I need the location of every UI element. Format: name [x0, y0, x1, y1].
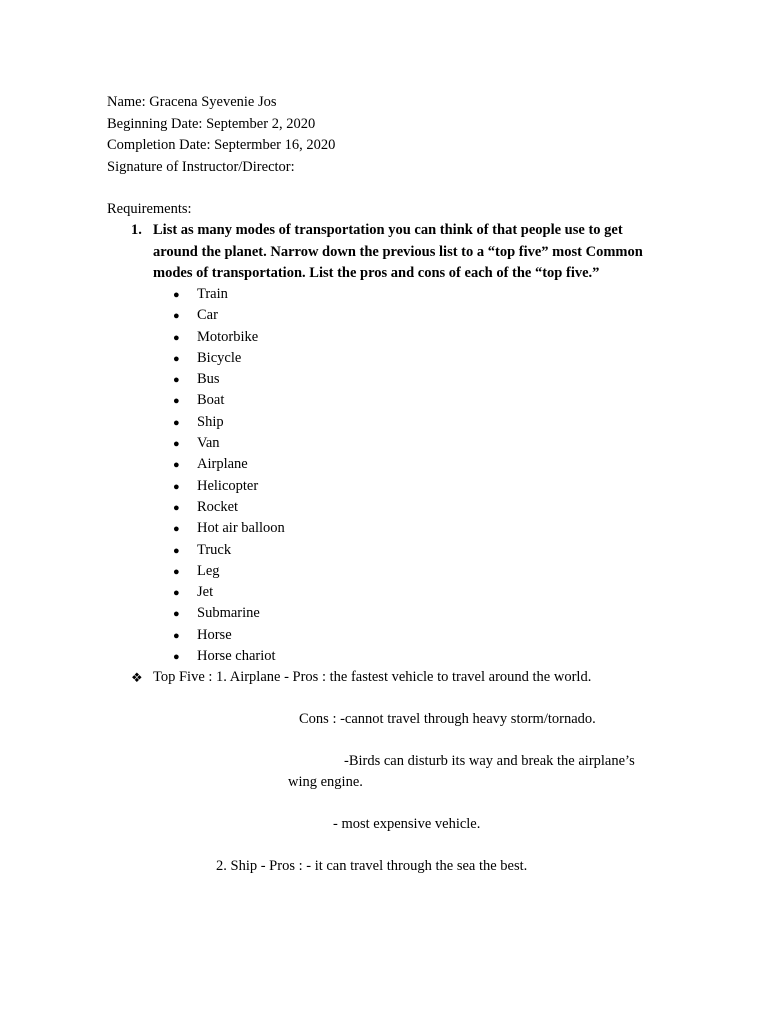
beginning-date: Beginning Date: September 2, 2020: [107, 115, 316, 132]
airplane-cons-1: Cons : -cannot travel through heavy storm/tornado.: [299, 711, 596, 727]
list-item: ● Bicycle: [173, 348, 285, 369]
bullet-icon: ●: [173, 587, 180, 600]
bullet-icon: ●: [173, 544, 180, 557]
list-item: ● Airplane: [173, 454, 285, 475]
task-description: [153, 220, 683, 285]
list-item: ● Jet: [173, 582, 285, 603]
list-item: ● Ship: [173, 412, 285, 433]
bullet-icon: ●: [173, 629, 180, 642]
list-item: ● Boat: [173, 390, 285, 411]
top-five-intro: Top Five : 1. Airplane - Pros : the fastest vehicle to travel around the world.: [153, 669, 592, 685]
bullet-icon: ●: [173, 565, 180, 578]
list-item: ● Bus: [173, 369, 285, 390]
list-item: ● Truck: [173, 540, 285, 561]
list-item: ● Leg: [173, 561, 285, 582]
task-line: modes of transportation. List the pros and cons of each of the “top five.”: [153, 265, 600, 281]
list-item: ● Helicopter: [173, 476, 285, 497]
task-line: around the planet. Narrow down the previous list to a “top five” most Common: [153, 243, 643, 260]
diamond-bullet-icon: ❖: [131, 670, 143, 685]
airplane-cons-3: - most expensive vehicle.: [333, 816, 481, 832]
instructor-signature: Signature of Instructor/Director:: [107, 158, 295, 175]
completion-date: Completion Date: Septermber 16, 2020: [107, 137, 336, 153]
list-item: ● Rocket: [173, 497, 285, 518]
bullet-icon: ●: [173, 651, 180, 664]
bullet-icon: ●: [173, 501, 180, 514]
list-item: ● Horse chariot: [173, 646, 285, 667]
list-item: ● Hot air balloon: [173, 518, 285, 539]
student-name: Name: Gracena Syevenie Jos: [107, 94, 277, 110]
airplane-cons-2: -Birds can disturb its way and break the airplane’s: [344, 753, 635, 769]
task-line: List as many modes of transportation you can think of that people use to get: [153, 222, 623, 238]
list-item: ● Van: [173, 433, 285, 454]
requirements-label: Requirements:: [107, 201, 192, 217]
bullet-icon: ●: [173, 352, 180, 365]
bullet-icon: ●: [173, 438, 180, 451]
bullet-icon: ●: [173, 416, 180, 429]
bullet-icon: ●: [173, 289, 180, 301]
transport-list: [173, 284, 285, 667]
bullet-icon: ●: [173, 523, 180, 536]
list-item: ● Horse: [173, 625, 285, 646]
list-item: ● Motorbike: [173, 327, 285, 348]
list-item: ● Submarine: [173, 603, 285, 624]
bullet-icon: ●: [173, 374, 180, 387]
airplane-cons-2-continued: wing engine.: [288, 774, 363, 790]
document-header: [107, 92, 335, 178]
bullet-icon: ●: [173, 331, 180, 344]
list-item: ● Car: [173, 305, 285, 326]
bullet-icon: ●: [173, 459, 180, 472]
bullet-icon: ●: [173, 480, 180, 493]
list-item: ● Train: [173, 284, 285, 305]
bullet-icon: ●: [173, 310, 180, 323]
bullet-icon: ●: [173, 395, 180, 408]
task-number: 1.: [131, 222, 142, 238]
bullet-icon: ●: [173, 608, 180, 621]
ship-pros: 2. Ship - Pros : - it can travel through the sea the best.: [216, 858, 528, 874]
